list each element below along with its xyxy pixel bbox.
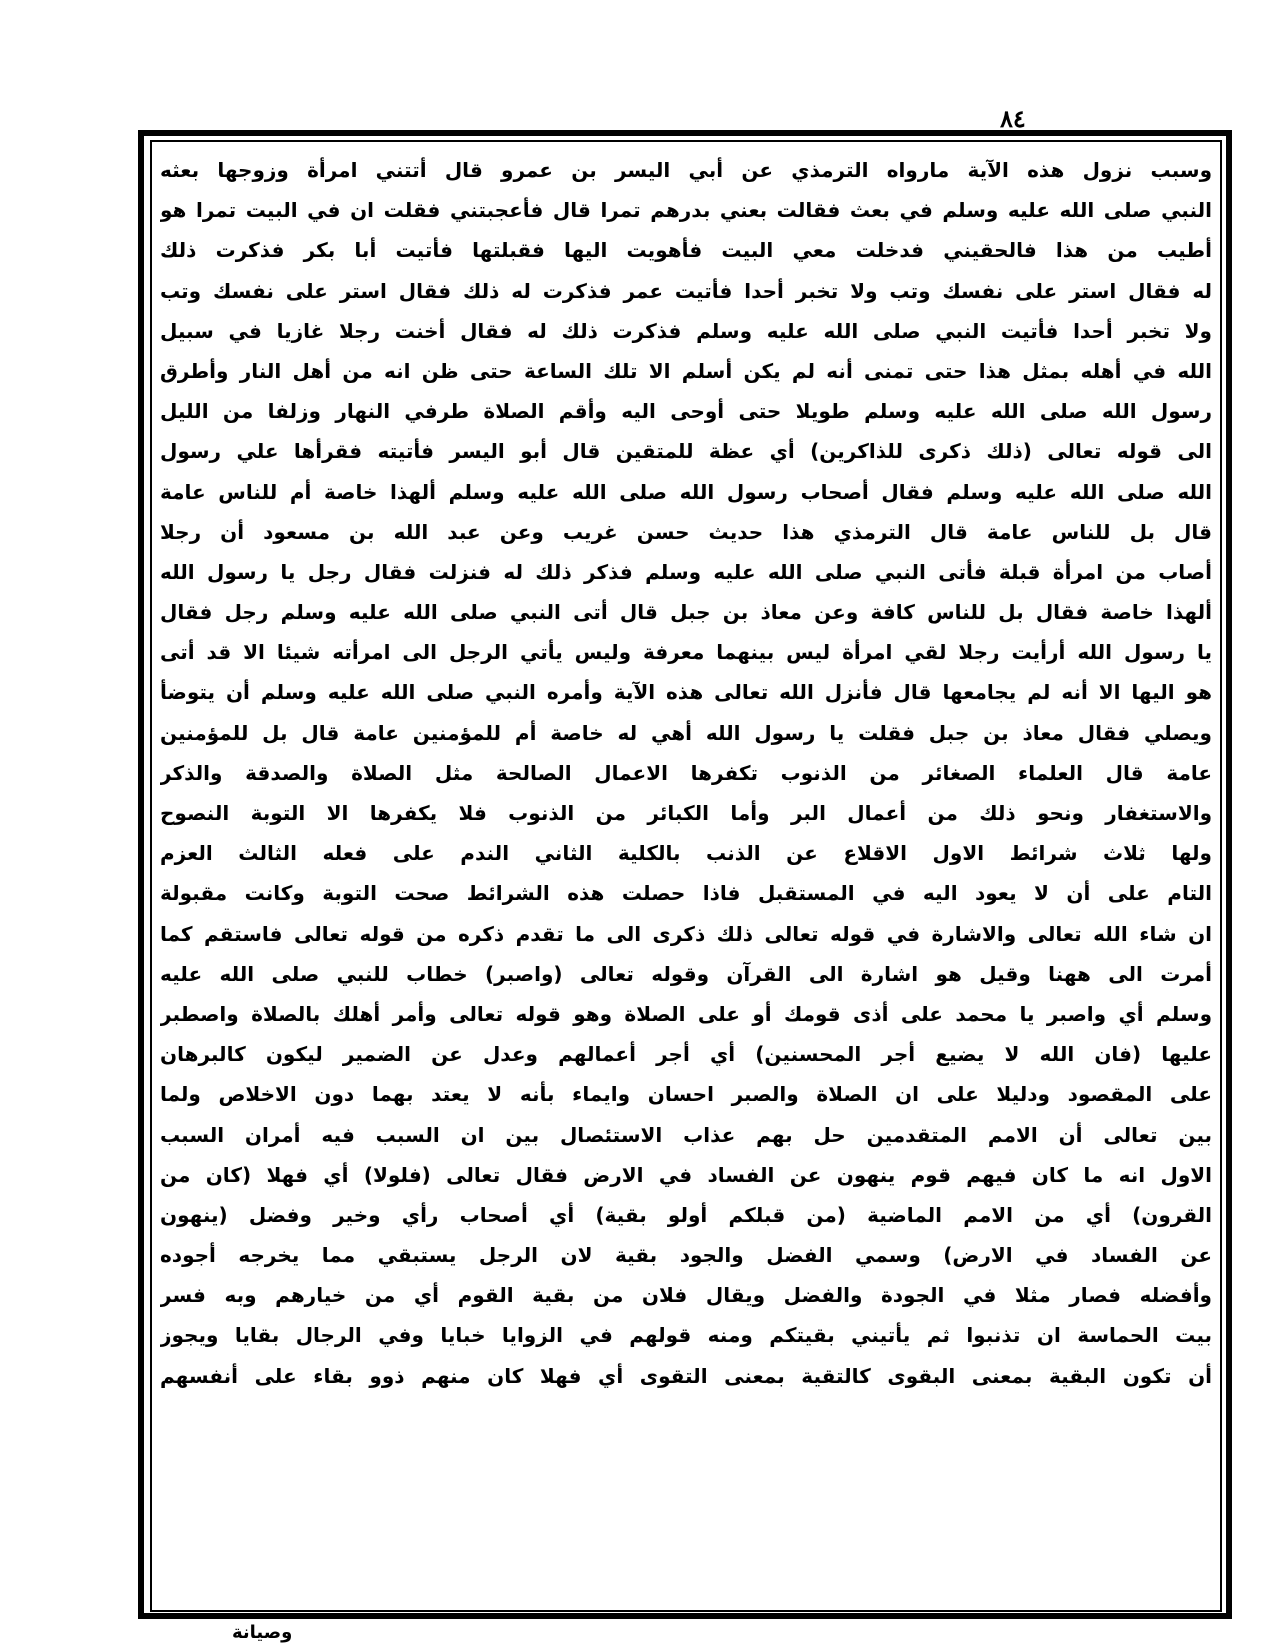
text-line: قال بل للناس عامة قال الترمذي هذا حديث حسن غريب وعن عبد الله بن مسعود أن رجلا — [160, 519, 1212, 544]
text-line: والاستغفار ونحو ذلك من أعمال البر وأما الكبائر من الذنوب فلا يكفرها الا التوبة النصوح — [160, 801, 1212, 825]
text-line: أمرت الى ههنا وقيل هو اشارة الى القرآن وقوله تعالى (واصبر) خطاب للنبي صلى الله عليه — [160, 961, 1212, 986]
page-number: ٨٤ — [1000, 104, 1026, 133]
text-line: ويصلي فقال معاذ بن جبل فقلت يا رسول الله أهي له خاصة أم للمؤمنين عامة قال بل للمؤمنين — [160, 720, 1212, 745]
text-line: على المقصود ودليلا على ان الصلاة والصبر احسان وايماء بأنه لا يعتد بهما دون الاخلاص ولما — [160, 1082, 1212, 1107]
text-line: له فقال استر على نفسك وتب ولا تخبر أحدا فأتيت عمر فذكرت له ذلك فقال استر على نفسك وتب — [160, 278, 1212, 303]
text-line: الله في أهله بمثل هذا حتى تمنى أنه لم يكن أسلم الا تلك الساعة حتى ظن انه من أهل النار وأطرق — [160, 358, 1212, 383]
text-line: الله صلى الله عليه وسلم فقال أصحاب رسول الله صلى الله عليه وسلم ألهذا خاصة أم للناس عامة — [160, 479, 1212, 504]
text-line: هو اليها الا أنه لم يجامعها قال فأنزل الله تعالى هذه الآية وأمره النبي صلى الله عليه وسلم أن يتوضأ — [160, 680, 1212, 705]
text-line: عامة قال العلماء الصغائر من الذنوب تكفرها الاعمال الصالحة مثل الصلاة والصدقة والذكر — [160, 760, 1212, 785]
text-line: الاول انه ما كان فيهم قوم ينهون عن الفساد في الارض فقال تعالى (فلولا) أي فهلا (كان من — [160, 1162, 1212, 1187]
manuscript-text-block — [160, 150, 1212, 1396]
text-line: بيت الحماسة ان تذنبوا ثم يأتيني بقيتكم ومنه قولهم في الزوايا خبايا وفي الرجال بقايا ويجوز — [160, 1323, 1212, 1348]
text-line: القرون) أي من الامم الماضية (من قبلكم أولو بقية) أي أصحاب رأي وخير وفضل (ينهون — [160, 1202, 1212, 1227]
text-line: ان شاء الله تعالى والاشارة في قوله تعالى ذلك ذكرى الى ما تقدم ذكره من قوله تعالى فاستقم كما — [160, 921, 1212, 946]
text-line: رسول الله صلى الله عليه وسلم طويلا حتى أوحى اليه وأقم الصلاة طرفي النهار وزلفا من الليل — [160, 399, 1212, 424]
text-line: وسلم أي واصبر يا محمد على أذى قومك أو على الصلاة وهو قوله تعالى وأمر أهلك بالصلاة واصطبر — [160, 1001, 1212, 1026]
text-line: وسبب نزول هذه الآية مارواه الترمذي عن أبي اليسر بن عمرو قال أتتني امرأة وزوجها بعثه — [160, 158, 1212, 182]
text-line: أصاب من امرأة قبلة فأتى النبي صلى الله عليه وسلم فذكر ذلك له فنزلت فقال رجل يا رسول الله — [160, 559, 1212, 584]
text-line: ولها ثلاث شرائط الاول الاقلاع عن الذنب بالكلية الثاني الندم على فعله الثالث العزم — [160, 841, 1212, 866]
text-line: النبي صلى الله عليه وسلم في بعث فقالت بعني بدرهم تمرا قال فأعجبتني فقلت ان في البيت تمرا هو — [160, 198, 1212, 223]
text-line: يا رسول الله أرأيت رجلا لقي امرأة ليس بينهما معرفة وليس يأتي الرجل الى امرأته شيئا الا قد أتى — [160, 640, 1212, 665]
text-line: أن تكون البقية بمعنى البقوى كالتقية بمعنى التقوى أي فهلا كان منهم ذوو بقاء على أنفسهم — [160, 1363, 1212, 1388]
text-line: ألهذا خاصة فقال بل للناس كافة وعن معاذ بن جبل قال أتى النبي صلى الله عليه وسلم رجل فقال — [160, 600, 1212, 625]
text-line: بين تعالى أن الامم المتقدمين حل بهم عذاب الاستئصال بين ان السبب فيه أمران السبب — [160, 1122, 1212, 1147]
catchword: وصيانة — [232, 1622, 293, 1643]
text-line: وأفضله فصار مثلا في الجودة والفضل ويقال فلان من بقية القوم أي من خيارهم وبه فسر — [160, 1283, 1212, 1308]
text-line: عليها (فان الله لا يضيع أجر المحسنين) أي أجر أعمالهم وعدل عن الضمير ليكون كالبرهان — [160, 1042, 1212, 1067]
text-line: الى قوله تعالى (ذلك ذكرى للذاكرين) أي عظة للمتقين قال أبو اليسر فأتيته فقرأها علي رسول — [160, 439, 1212, 464]
text-line: ولا تخبر أحدا فأتيت النبي صلى الله عليه وسلم فذكرت ذلك له فقال أخنت رجلا غازيا في سبيل — [160, 318, 1212, 343]
text-line: عن الفساد في الارض) وسمي الفضل والجود بقية لان الرجل يستبقي مما يخرجه أجوده — [160, 1243, 1212, 1268]
text-line: أطيب من هذا فالحقيني فدخلت معي البيت فأهويت اليها فقبلتها فأتيت أبا بكر فذكرت ذلك — [160, 238, 1212, 263]
text-line: التام على أن لا يعود اليه في المستقبل فاذا حصلت هذه الشرائط صحت التوبة وكانت مقبولة — [160, 881, 1212, 906]
